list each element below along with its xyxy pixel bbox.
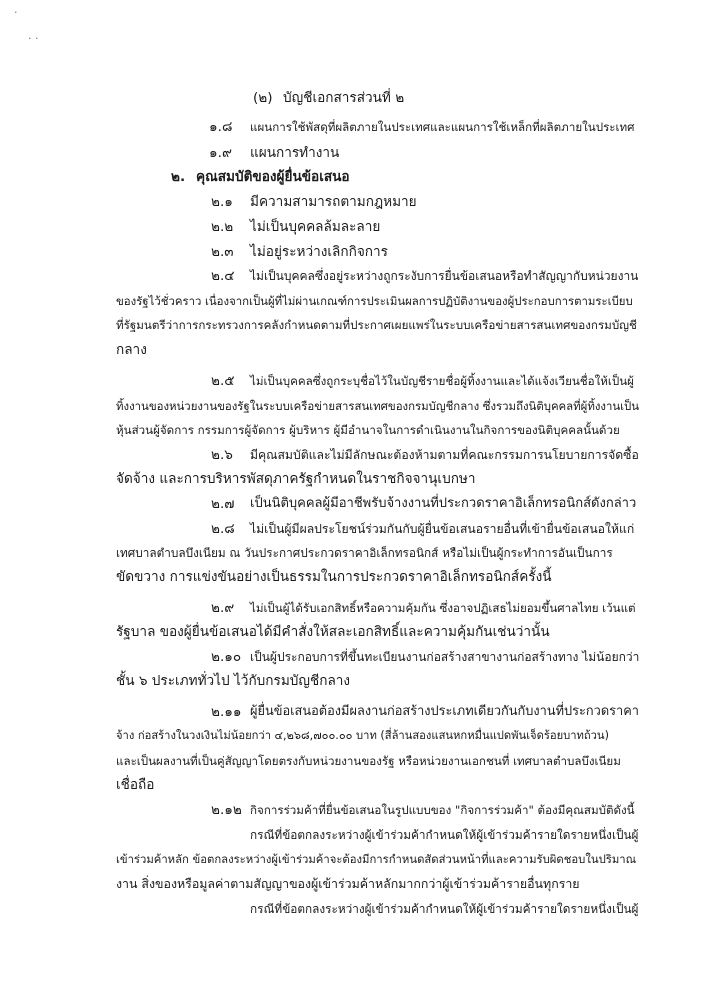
text-line: เข้าร่วมค้าหลัก ข้อตกลงระหว่างผู้เข้าร่วมค้าจะต้องมีการกำหนดสัดส่วนหน้าที่และความรับผิดชอบในปริมาณ xyxy=(116,853,637,866)
text-line: ไม่เป็นบุคคลซึ่งถูกระบุชื่อไว้ในบัญชีรายชื่อผู้ทิ้งงานและได้แจ้งเวียนชื่อให้เป็นผู้ xyxy=(250,374,634,388)
item-number: ๒.๑ xyxy=(211,194,233,210)
text-line: เป็นผู้ประกอบการที่ขึ้นทะเบียนงานก่อสร้างสาขางานก่อสร้างทาง ไม่น้อยกว่า xyxy=(250,650,640,664)
text-line: ไม่เป็นบุคคลล้มละลาย xyxy=(250,219,381,235)
text-line: เชื่อถือ xyxy=(116,777,155,793)
text-line: ทิ้งงานของหน่วยงานของรัฐในระบบเครือข่ายสารสนเทศของกรมบัญชีกลาง ซึ่งรวมถึงนิติบุคคลที่ผู้ทิ้งงานเป็น xyxy=(116,399,640,413)
text-line: ไม่เป็นผู้ได้รับเอกสิทธิ์หรือความคุ้มกัน ซึ่งอาจปฏิเสธไม่ยอมขึ้นศาลไทย เว้นแต่ xyxy=(250,601,636,615)
text-line: งาน สิ่งของหรือมูลค่าตามสัญญาของผู้เข้าร่วมค้าหลักมากกว่าผู้เข้าร่วมค้ารายอื่นทุกราย xyxy=(116,876,580,891)
text-line: แผนการทำงาน xyxy=(250,145,340,161)
item-number: ๑.๙ xyxy=(209,145,232,161)
text-line: กรณีที่ข้อตกลงระหว่างผู้เข้าร่วมค้ากำหนดให้ผู้เข้าร่วมค้ารายใดรายหนึ่งเป็นผู้ xyxy=(250,902,639,916)
item-number: ๒.๘ xyxy=(211,521,235,537)
text-line: และเป็นผลงานที่เป็นคู่สัญญาโดยตรงกับหน่วยงานของรัฐ หรือหน่วยงานเอกชนที่ เทศบาลตำบลบึงเนียม xyxy=(116,754,621,768)
item-number: ๒.๔ xyxy=(211,268,235,284)
text-line: ไม่เป็นผู้มีผลประโยชน์ร่วมกันกับผู้ยื่นข้อเสนอรายอื่นที่เข้ายื่นข้อเสนอให้แก่ xyxy=(250,522,635,536)
section-heading: คุณสมบัติของผู้ยื่นข้อเสนอ xyxy=(196,169,350,185)
text-line: ขัดขวาง การแข่งขันอย่างเป็นธรรมในการประกวดราคาอิเล็กทรอนิกส์ครั้งนี้ xyxy=(116,569,552,585)
text-line: หุ้นส่วนผู้จัดการ กรรมการผู้จัดการ ผู้บริหาร ผู้มีอำนาจในการดำเนินงานในกิจการของนิติบุคคลนั้นด้วย xyxy=(116,423,620,437)
item-number: ๑.๘ xyxy=(209,119,233,135)
text-line: ของรัฐไว้ชั่วคราว เนื่องจากเป็นผู้ที่ไม่ผ่านเกณฑ์การประเมินผลการปฏิบัติงานของผู้ประกอบการตามระเบียบ xyxy=(116,294,633,308)
text-line: รัฐบาล ของผู้ยื่นข้อเสนอได้มีคำสั่งให้สละเอกสิทธิ์และความคุ้มกันเช่นว่านั้น xyxy=(116,624,550,640)
scan-artifact: · · xyxy=(28,32,39,45)
section-number: ๒. xyxy=(171,169,186,185)
text-line: ไม่เป็นบุคคลซึ่งอยู่ระหว่างถูกระงับการยื่นข้อเสนอหรือทำสัญญากับหน่วยงาน xyxy=(250,269,639,283)
text-line: จ้าง ก่อสร้างในวงเงินไม่น้อยกว่า ๔,๒๖๘,๗๐๐.๐๐ บาท (สี่ล้านสองแสนหกหมื่นแปดพันเจ็ดร้อยบาทถ้วน) xyxy=(116,729,609,742)
item-number: ๒.๑๒ xyxy=(211,802,242,818)
text-line: กลาง xyxy=(116,342,147,358)
text-line: จัดจ้าง และการบริหารพัสดุภาครัฐกำหนดในราชกิจจานุเบกษา xyxy=(116,471,476,487)
text-line: มีคุณสมบัติและไม่มีลักษณะต้องห้ามตามที่คณะกรรมการนโยบายการจัดซื้อ xyxy=(250,448,639,462)
text-line: มีความสามารถตามกฎหมาย xyxy=(250,194,417,210)
text-line: เป็นนิติบุคคลผู้มีอาชีพรับจ้างงานที่ประกวดราคาอิเล็กทรอนิกส์ดังกล่าว xyxy=(250,496,637,511)
item-number: (๒) xyxy=(253,90,273,106)
scan-artifact: · xyxy=(14,6,18,19)
item-number: ๒.๑๐ xyxy=(211,649,242,665)
item-number: ๒.๖ xyxy=(211,447,233,463)
item-number: ๒.๙ xyxy=(211,600,235,616)
text-line: กิจการร่วมค้าที่ยื่นข้อเสนอในรูปแบบของ "กิจการร่วมค้า" ต้องมีคุณสมบัติดังนี้ xyxy=(250,803,635,817)
text-line: แผนการใช้พัสดุที่ผลิตภายในประเทศและแผนการใช้เหล็กที่ผลิตภายในประเทศ xyxy=(250,120,635,134)
text-line: ที่รัฐมนตรีว่าการกระทรวงการคลังกำหนดตามที่ประกาศเผยแพร่ในระบบเครือข่ายสารสนเทศของกรมบัญชี xyxy=(116,318,637,332)
item-number: ๒.๗ xyxy=(211,496,235,512)
text-line: ชั้น ๖ ประเภททั่วไป ไว้กับกรมบัญชีกลาง xyxy=(116,673,351,689)
text-line: กรณีที่ข้อตกลงระหว่างผู้เข้าร่วมค้ากำหนดให้ผู้เข้าร่วมค้ารายใดรายหนึ่งเป็นผู้ xyxy=(250,828,639,842)
text-line: ผู้ยื่นข้อเสนอต้องมีผลงานก่อสร้างประเภทเดียวกันกับงานที่ประกวดราคา xyxy=(250,704,639,719)
text-line: ไม่อยู่ระหว่างเลิกกิจการ xyxy=(250,244,388,260)
item-number: ๒.๑๑ xyxy=(211,704,242,720)
text-line: เทศบาลตำบลบึงเนียม ณ วันประกาศประกวดราคาอิเล็กทรอนิกส์ หรือไม่เป็นผู้กระทำการอันเป็นการ xyxy=(116,546,613,560)
item-number: ๒.๓ xyxy=(211,244,234,260)
item-number: ๒.๒ xyxy=(211,219,234,235)
text-line: บัญชีเอกสารส่วนที่ ๒ xyxy=(283,90,405,106)
item-number: ๒.๕ xyxy=(211,373,235,389)
